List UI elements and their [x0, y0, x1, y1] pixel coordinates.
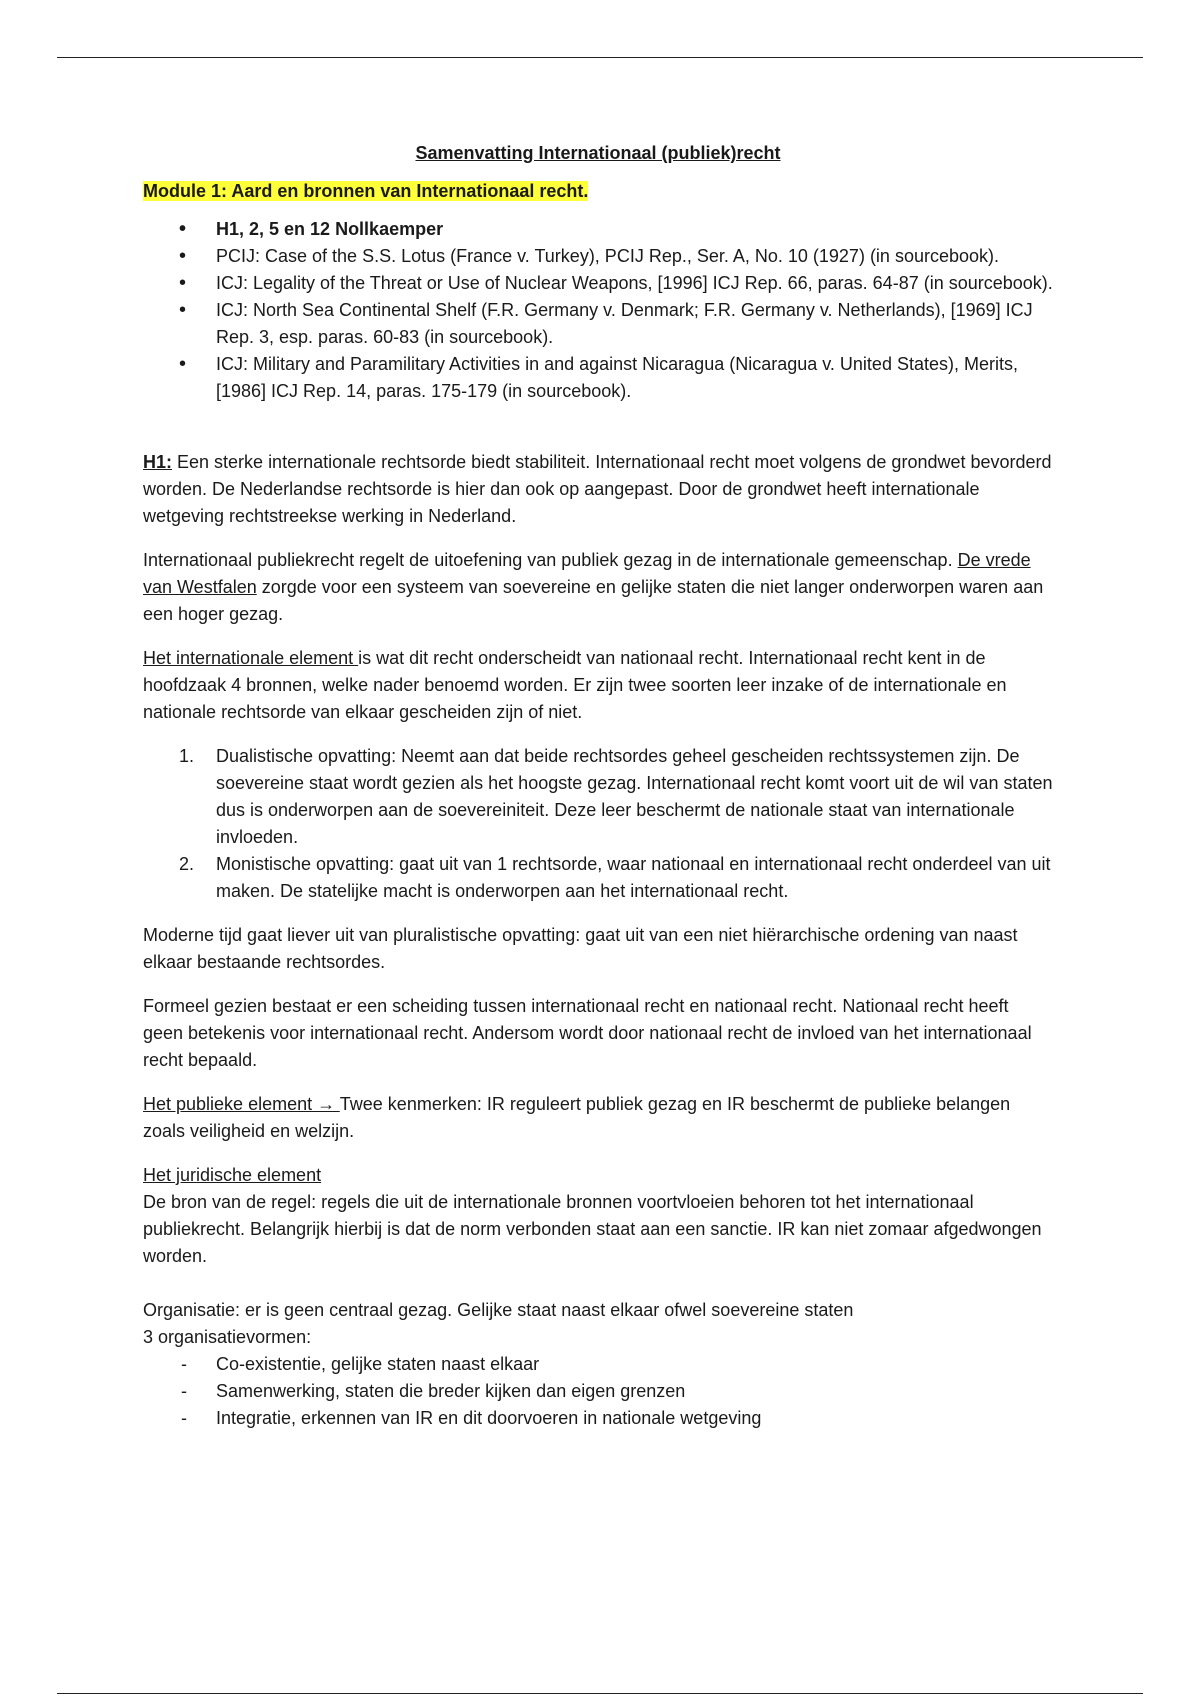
publiekrecht-paragraph — [143, 547, 1053, 628]
organisatie-form-item: - Integratie, erkennen van IR en dit doorvoeren in nationale wetgeving — [143, 1405, 1053, 1432]
organisatie-section — [143, 1297, 1053, 1432]
doctrine-item — [143, 743, 1053, 851]
modern-paragraph: Moderne tijd gaat liever uit van pluralistische opvatting: gaat uit van een niet hiërarchische ordening van naast elkaar bestaande rechtsordes. — [143, 925, 1018, 972]
reading-item: • PCIJ: Case of the S.S. Lotus (France v. Turkey), PCIJ Rep., Ser. A, No. 10 (1927) (in sourcebook). — [143, 243, 1053, 270]
reading-item: • ICJ: North Sea Continental Shelf (F.R. Germany v. Denmark; F.R. Germany v. Netherlands), [1969] ICJ Rep. 3, esp. paras. 60-83 (in sourcebook). — [143, 297, 1053, 351]
organisatie-form-item: - Co-existentie, gelijke staten naast elkaar — [143, 1351, 1053, 1378]
header-rule — [57, 57, 1143, 58]
module-heading — [143, 178, 1053, 205]
doctrine-number: 1. — [179, 746, 195, 766]
h1-label: H1: — [143, 452, 173, 472]
module-heading-highlight: Module 1: Aard en bronnen van Internationaal recht. — [143, 181, 589, 201]
doctrine-number: 2. — [179, 854, 195, 874]
organisatie-forms-list — [143, 1351, 1053, 1432]
organisatie-line2: 3 organisatievormen: — [143, 1327, 312, 1347]
juridisch-text: De bron van de regel: regels die uit de internationale bronnen voortvloeien behoren tot het internationaal publiekrecht. Belangrijk hierbij is dat de norm verbonden staat aan een sanctie. IR kan niet zomaar afgedwongen worden. — [143, 1192, 1042, 1266]
document-title: Samenvatting Internationaal (publiek)recht — [415, 143, 781, 163]
document-page — [143, 140, 1053, 1432]
doctrine-item — [143, 851, 1053, 905]
westfalen-underlined: De vrede van Westfalen — [143, 550, 1031, 597]
publieke-element-label: Het publieke element → — [143, 1094, 340, 1114]
internationale-element-text: is wat dit recht onderscheidt van nationaal recht. Internationaal recht kent in de hoofdzaak 4 bronnen, welke nader benoemd worden. Er zijn twee soorten leer inzake of de internationale en nationale rechtsorde van elkaar gescheiden zijn of niet. — [143, 648, 1007, 722]
footer-rule — [57, 1693, 1143, 1694]
publieke-element-text: Twee kenmerken: IR reguleert publiek gezag en IR beschermt de publieke belangen zoals veiligheid en welzijn. — [143, 1094, 1011, 1141]
juridisch-heading: Het juridische element — [143, 1165, 322, 1185]
organisatie-line1: Organisatie: er is geen centraal gezag. Gelijke staat naast elkaar ofwel soevereine staten — [143, 1300, 854, 1320]
juridisch-section — [143, 1162, 1053, 1270]
publiekrecht-text-before: Internationaal publiekrecht regelt de uitoefening van publiek gezag in de internationale gemeenschap. — [143, 550, 958, 570]
reading-item: • ICJ: Legality of the Threat or Use of Nuclear Weapons, [1996] ICJ Rep. 66, paras. 64-87 (in sourcebook). — [143, 270, 1053, 297]
h1-text: Een sterke internationale rechtsorde biedt stabiliteit. Internationaal recht moet volgens de grondwet bevorderd worden. De Nederlandse rechtsorde is hier dan ook op aangepast. Door de grondwet heeft internationale wetgeving rechtstreekse werking in Nederland. — [143, 452, 1052, 526]
internationale-element-label: Het internationale element — [143, 648, 359, 668]
doctrines-list — [143, 743, 1053, 905]
publiekrecht-text-after: zorgde voor een systeem van soevereine en gelijke staten die niet langer onderworpen waren aan een hoger gezag. — [143, 577, 1044, 624]
internationale-element-paragraph — [143, 645, 1053, 726]
organisatie-form-item: - Samenwerking, staten die breder kijken dan eigen grenzen — [143, 1378, 1053, 1405]
reading-item: • ICJ: Military and Paramilitary Activities in and against Nicaragua (Nicaragua v. United States), Merits, [1986] ICJ Rep. 14, paras. 175-179 (in sourcebook). — [143, 351, 1053, 405]
h1-paragraph — [143, 449, 1053, 530]
formeel-paragraph: Formeel gezien bestaat er een scheiding tussen internationaal recht en nationaal recht. Nationaal recht heeft geen betekenis voor internationaal recht. Andersom wordt door nationaal recht de invloed van het internationaal recht bepaald. — [143, 996, 1032, 1070]
readings-list — [143, 216, 1053, 405]
doctrine-text: Dualistische opvatting: Neemt aan dat beide rechtsordes geheel gescheiden rechtssystemen zijn. De soevereine staat wordt gezien als het hoogste gezag. Internationaal recht komt voort uit de wil van staten dus is onderworpen aan de soevereiniteit. Deze leer beschermt de nationale staat van internationale invloeden. — [216, 746, 1053, 847]
publieke-element-paragraph — [143, 1091, 1053, 1145]
doctrine-text: Monistische opvatting: gaat uit van 1 rechtsorde, waar nationaal en internationaal recht onderdeel van uit maken. De statelijke macht is onderworpen aan het internationaal recht. — [216, 854, 1051, 901]
reading-item: • H1, 2, 5 en 12 Nollkaemper — [143, 216, 1053, 243]
